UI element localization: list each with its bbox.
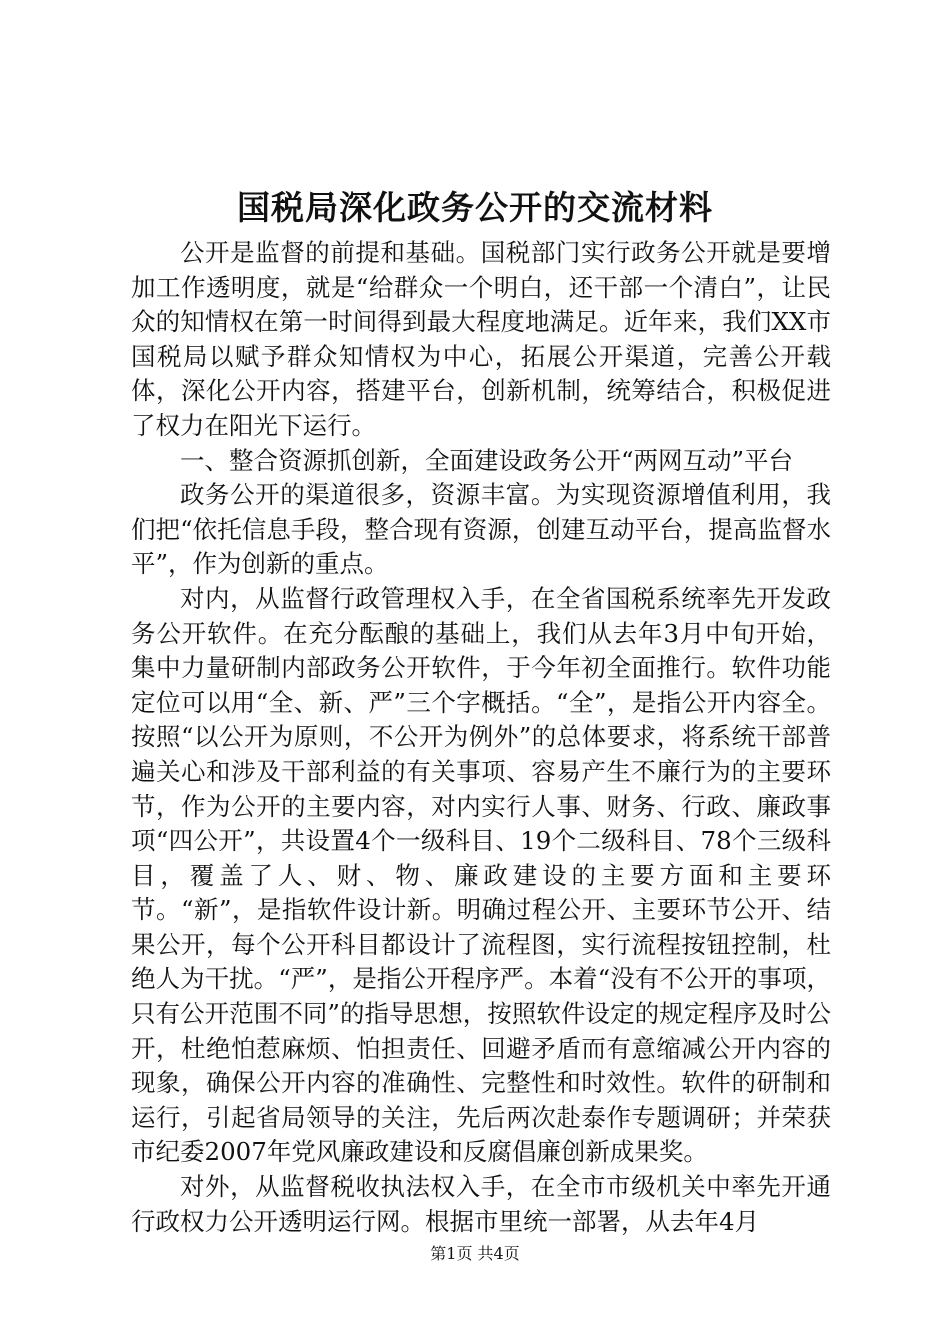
- paragraph-external: 对外，从监督税收执法权入手，在全市市级机关中率先开通行政权力公开透明运行网。根据市里统一部署，从去年4月: [131, 1172, 831, 1236]
- paragraph-channels: 政务公开的渠道很多，资源丰富。为实现资源增值利用，我们把“依托信息手段，整合现有资源，创建互动平台，提高监督水平”，作为创新的重点。: [131, 480, 831, 579]
- page-number-footer: 第1页 共4页: [430, 1244, 520, 1263]
- paragraph-internal: 对内，从监督行政管理权入手，在全省国税系统率先开发政务公开软件。在充分酝酿的基础上，我们从去年3月中旬开始，集中力量研制内部政务公开软件，于今年初全面推行。软件功能定位可以用“全、新、严”三个字概括。“全”，是指公开内容全。按照“以公开为原则，不公开为例外”的总体要求，将系统干部普遍关心和涉及干部利益的有关事项、容易产生不廉行为的主要环节，作为公开的主要内容，对内实行人事、财务、行政、廉政事项“四公开”，共设置4个一级科目、19个二级科目、78个三级科目，覆盖了人、财、物、廉政建设的主要方面和主要环节。“新”，是指软件设计新。明确过程公开、主要环节公开、结果公开，每个公开科目都设计了流程图，实行流程按钮控制，杜绝人为干扰。“严”，是指公开程序严。本着“没有不公开的事项，只有公开范围不同”的指导思想，按照软件设定的规定程序及时公开，杜绝怕惹麻烦、怕担责任、回避矛盾而有意缩减公开内容的现象，确保公开内容的准确性、完整性和时效性。软件的研制和运行，引起省局领导的关注，先后两次赴泰作专题调研；并荣获市纪委2007年党风廉政建设和反腐倡廉创新成果奖。: [131, 583, 831, 1167]
- document-title: 国税局深化政务公开的交流材料: [237, 188, 713, 227]
- paragraph-intro: 公开是监督的前提和基础。国税部门实行政务公开就是要增加工作透明度，就是“给群众一个明白，还干部一个清白”，让民众的知情权在第一时间得到最大程度地满足。近年来，我们XX市国税局以赋予群众知情权为中心，拓展公开渠道，完善公开载体，深化公开内容，搭建平台，创新机制，统筹结合，积极促进了权力在阳光下运行。: [131, 238, 831, 440]
- section-heading: 一、整合资源抓创新，全面建设政务公开“两网互动”平台: [180, 445, 794, 475]
- document-body: [131, 236, 831, 1239]
